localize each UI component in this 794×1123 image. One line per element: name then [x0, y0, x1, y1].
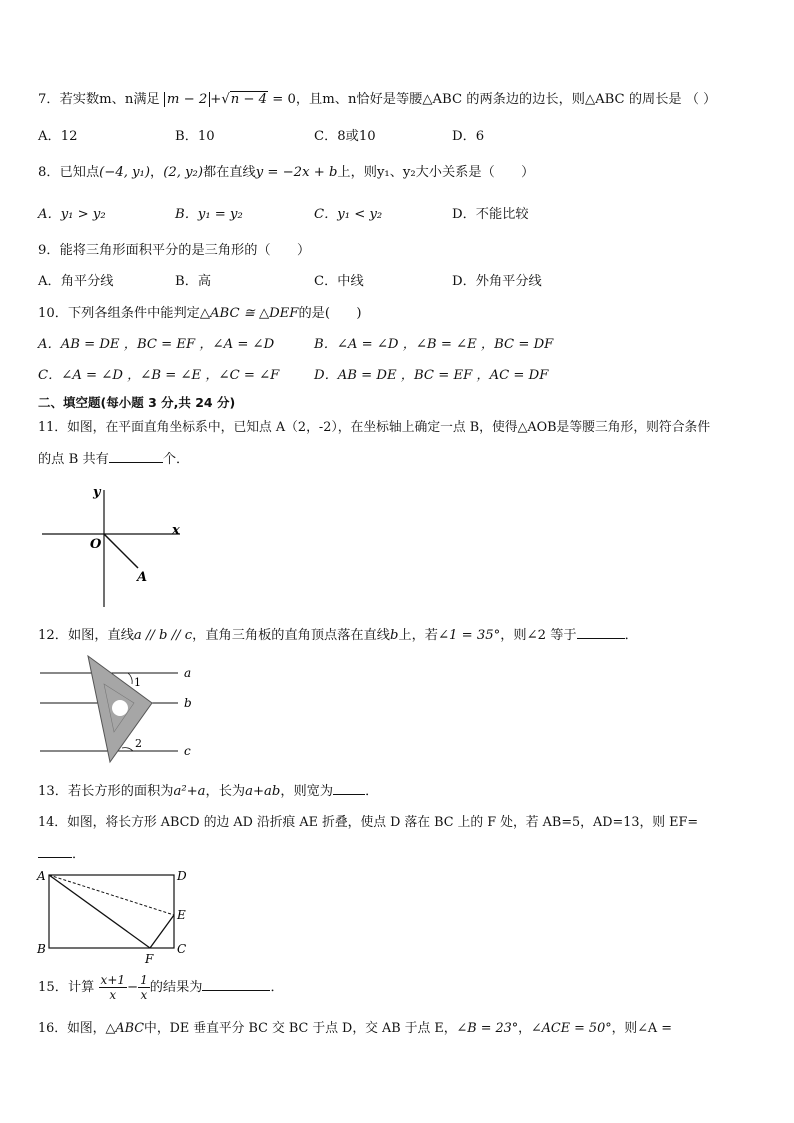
- line-a-label: a: [184, 666, 192, 680]
- q8-option-b[interactable]: B．y₁ = y₂: [175, 207, 243, 222]
- q15-stem: 15．计算 $\frac{x+1}{x}$ − $\frac{1}{x}$ 的结果为 ．: [38, 973, 284, 1002]
- q7-option-b[interactable]: B．10: [175, 129, 215, 144]
- q7-option-d[interactable]: D．6: [452, 129, 485, 144]
- x-axis-label: x: [172, 523, 180, 538]
- q14-stem: 14．如图，将长方形 ABCD 的边 AD 沿折痕 AE 折叠，使点 D 落在 BC 上的 F 处，若 AB=5，AD=13，则 EF=: [38, 815, 699, 830]
- rectangle-abcd: [49, 875, 174, 948]
- answer-blank[interactable]: [202, 978, 270, 991]
- q8-option-a[interactable]: A．y₁ > y₂: [38, 207, 106, 222]
- q14-stem-cont: ．: [38, 843, 85, 862]
- section-heading: 二、填空题(每小题 3 分,共 24 分): [38, 395, 236, 410]
- point-a-label: A: [37, 869, 46, 883]
- q9-option-c[interactable]: C．中线: [314, 274, 364, 289]
- point-e-label: E: [177, 908, 186, 922]
- q11-stem: 11．如图，在平面直角坐标系中，已知点 A（2，-2），在坐标轴上确定一点 B，使得△AOB是等腰三角形，则符合条件: [38, 420, 711, 435]
- segment-fe: [150, 915, 174, 948]
- q8-option-d[interactable]: D．不能比较: [452, 207, 529, 222]
- point-d-label: D: [177, 869, 187, 883]
- q7-option-a[interactable]: A．12: [38, 129, 78, 144]
- fraction-2: $\frac{1}{x}$: [140, 973, 148, 1002]
- line-c-label: c: [184, 744, 191, 758]
- q8-stem: 8．已知点(−4, y₁)，(2, y₂)都在直线y = −2x + b上，则y₁、y₂大小关系是（ ）: [38, 165, 535, 180]
- segment-af: [49, 875, 150, 948]
- q16-stem: 16．如图，△ABC中，DE 垂直平分 BC 交 BC 于点 D，交 AB 于点 E，∠B = 23°，∠ACE = 50°，则∠A =: [38, 1021, 672, 1036]
- point-f-label: F: [145, 952, 154, 966]
- q10-stem: 10．下列各组条件中能判定△ABC ≅ △DEF的是( ): [38, 306, 362, 321]
- q10-option-c[interactable]: C．∠A = ∠D ，∠B = ∠E ，∠C = ∠F: [38, 368, 280, 383]
- q11-stem-cont: 的点 B 共有 个．: [38, 452, 190, 467]
- q9-option-a[interactable]: A．角平分线: [38, 274, 114, 289]
- q10-option-b[interactable]: B．∠A = ∠D ，∠B = ∠E ，BC = DF: [314, 337, 554, 352]
- point-b-label: B: [37, 942, 46, 956]
- q9-option-b[interactable]: B．高: [175, 274, 212, 289]
- q9-option-d[interactable]: D．外角平分线: [452, 274, 542, 289]
- angle-2-label: 2: [135, 737, 142, 750]
- q12-stem: 12．如图，直线a // b // c，直角三角板的直角顶点落在直线b上，若∠1 = 35°，则∠2 等于 ．: [38, 628, 638, 643]
- abs-expression: m − 2: [164, 92, 210, 107]
- point-a-label: A: [137, 570, 148, 585]
- q10-option-d[interactable]: D．AB = DE ，BC = EF ，AC = DF: [314, 368, 549, 383]
- line-b-label: b: [184, 696, 192, 710]
- y-axis-label: y: [93, 485, 101, 500]
- sqrt-expression: n − 4: [230, 92, 268, 107]
- q7-stem: 7．若实数m、n满足 m − 2 +√n − 4 = 0，且m、n恰好是等腰△ABC 的两条边的边长，则△ABC 的周长是 （ ）: [38, 92, 717, 107]
- sqrt-icon: √: [221, 92, 230, 107]
- q10-option-a[interactable]: A．AB = DE ，BC = EF ，∠A = ∠D: [38, 337, 275, 352]
- point-c-label: C: [177, 942, 187, 956]
- angle-1-label: 1: [134, 676, 141, 689]
- fraction-1: $\frac{x+1}{x}$: [100, 973, 126, 1002]
- q13-stem: 13．若长方形的面积为a²+a，长为a+ab，则宽为 ．: [38, 784, 379, 799]
- q8-option-c[interactable]: C．y₁ < y₂: [314, 207, 383, 222]
- fold-line-ae: [49, 875, 174, 915]
- q7-option-c[interactable]: C．8或10: [314, 129, 376, 144]
- q9-stem: 9．能将三角形面积平分的是三角形的（ ）: [38, 243, 311, 258]
- origin-label: O: [90, 537, 102, 552]
